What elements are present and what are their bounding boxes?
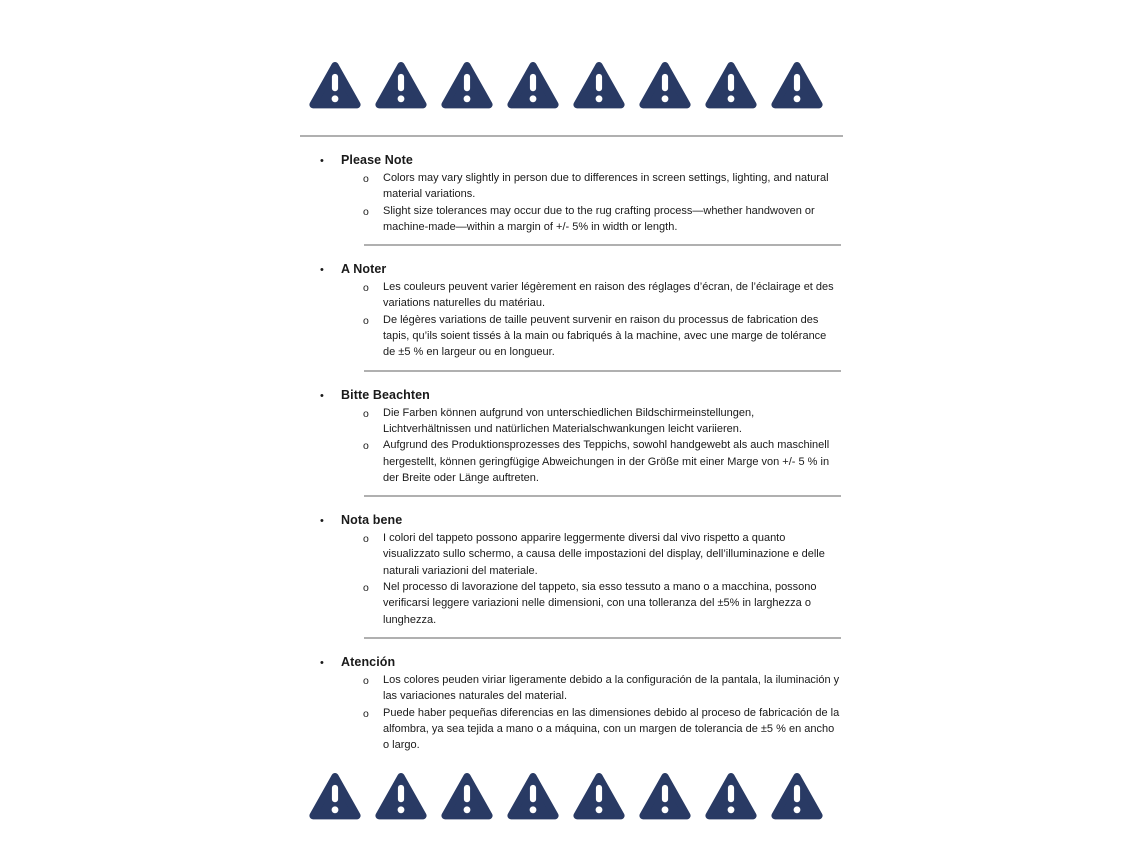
section-heading: Nota bene	[341, 513, 403, 528]
section-heading: Please Note	[341, 153, 413, 167]
note-item	[320, 405, 845, 438]
sub-bullet-marker: o	[363, 314, 369, 327]
note-text: Les couleurs peuvent varier légèrement en raison des réglages d’écran, de l’éclairage et des variations naturelles du matériau.	[383, 281, 834, 310]
bullet-marker: •	[320, 656, 324, 669]
note-item	[320, 530, 845, 579]
warning-triangle-icon	[771, 60, 823, 112]
note-text: Colors may vary slightly in person due to differences in screen settings, lighting, and natural material variations.	[383, 172, 829, 201]
warning-triangle-icon	[507, 60, 559, 112]
sub-bullet-marker: o	[363, 407, 369, 420]
warning-triangle-icon	[639, 60, 691, 112]
note-item	[320, 170, 845, 203]
bullet-marker: •	[320, 155, 324, 167]
section-heading: Bitte Beachten	[341, 387, 430, 402]
note-section-italian	[320, 512, 845, 639]
sub-bullet-marker: o	[363, 173, 369, 185]
note-text: De légères variations de taille peuvent survenir en raison du processus de fabrication des tapis, qu’ils soient tissés à la main ou fabriqués à la machine, avec une marge de tolérance de ±5 % en largeur ou en longueur.	[383, 313, 827, 359]
note-sections	[300, 152, 845, 753]
section-heading-row	[320, 387, 845, 403]
section-heading-row	[320, 512, 845, 528]
note-text: Puede haber pequeñas diferencias en las dimensiones debido al proceso de fabricación de la alfombra, ya sea tejida a mano o a máquina, con un margen de tolerancia de ±5 % en ancho o largo.	[383, 706, 840, 752]
warning-triangle-icon	[375, 60, 427, 112]
warning-triangle-icon	[705, 771, 757, 823]
warning-triangle-icon	[573, 60, 625, 112]
warning-triangle-icon	[441, 60, 493, 112]
sub-bullet-marker: o	[363, 440, 369, 453]
sub-bullet-marker: o	[363, 674, 369, 687]
note-section-french	[320, 261, 845, 371]
warning-triangle-icon	[639, 771, 691, 823]
top-divider	[300, 135, 843, 137]
note-item	[320, 437, 845, 486]
note-section-spanish	[320, 654, 845, 753]
note-item	[320, 705, 845, 754]
warning-triangle-icon	[441, 771, 493, 823]
note-item	[320, 672, 845, 705]
warning-triangles-bottom-row	[300, 771, 845, 823]
note-section-german	[320, 387, 845, 497]
document-content	[300, 0, 845, 823]
section-divider	[364, 370, 841, 372]
warning-triangle-icon	[771, 771, 823, 823]
warning-triangle-icon	[705, 60, 757, 112]
sub-bullet-marker: o	[363, 282, 369, 295]
section-divider	[364, 495, 841, 497]
warning-triangle-icon	[573, 771, 625, 823]
section-heading: Atención	[341, 654, 396, 669]
note-section-english	[320, 152, 845, 246]
note-item	[320, 203, 845, 236]
warning-triangle-icon	[309, 771, 361, 823]
warning-triangle-icon	[507, 771, 559, 823]
sub-bullet-marker: o	[363, 582, 369, 595]
section-heading-row	[320, 152, 845, 168]
note-item	[320, 312, 845, 361]
warning-triangle-icon	[309, 60, 361, 112]
note-text: Los colores peuden viriar ligeramente debido a la configuración de la pantala, la iluminación y las variaciones naturales del material.	[383, 673, 840, 703]
note-text: Die Farben können aufgrund von unterschiedlichen Bildschirmeinstellungen, Lichtverhältnissen und natürlichen Materialschwankungen leicht variieren.	[383, 406, 755, 435]
warning-triangles-top-row	[300, 60, 845, 112]
sub-bullet-marker: o	[363, 533, 369, 546]
section-heading-row	[320, 654, 845, 670]
bullet-marker: •	[320, 264, 324, 277]
sub-bullet-marker: o	[363, 707, 369, 720]
note-text: Aufgrund des Produktionsprozesses des Teppichs, sowohl handgewebt als auch maschinell hergestellt, können geringfügige Abweichungen in der Größe mit einer Marge von +/- 5 % in der Breite oder Länge auftreten.	[383, 439, 830, 484]
bullet-marker: •	[320, 515, 324, 528]
section-divider	[364, 637, 841, 639]
warning-triangle-icon	[375, 771, 427, 823]
section-divider	[364, 244, 841, 246]
bullet-marker: •	[320, 389, 324, 402]
note-item	[320, 579, 845, 628]
note-item	[320, 279, 845, 312]
section-heading: A Noter	[341, 262, 387, 277]
sub-bullet-marker: o	[363, 205, 369, 218]
note-text: Slight size tolerances may occur due to the rug crafting process—whether handwoven or machine-made—within a margin of +/- 5% in width or length.	[383, 204, 815, 233]
note-text: I colori del tappeto possono apparire leggermente diversi dal vivo rispetto a quanto visualizzato sullo schermo, a causa delle impostazioni del display, dell’illuminazione e delle naturali variazioni del materiale.	[383, 532, 825, 577]
section-heading-row	[320, 261, 845, 277]
note-text: Nel processo di lavorazione del tappeto, sia esso tessuto a mano o a macchina, possono verificarsi leggere variazioni nelle dimensioni, con una tolleranza del ±5% in larghezza o lunghezza.	[383, 581, 817, 626]
